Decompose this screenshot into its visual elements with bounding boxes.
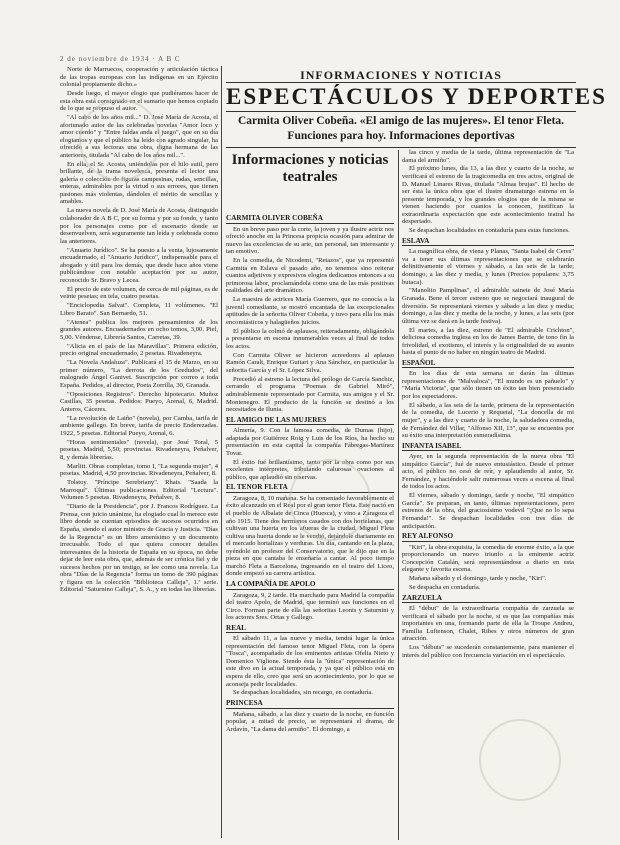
section-paragraph: Zaragoza, 9, 2 tarde. Ha marchado para Madrid la compañía del teatro Apolo, de Madrid, que terminó sus funciones en el Circo. Forman parte de ella las señoritas Leonis y Saturnini y los actores Sres. Ortas y Gallego. — [226, 591, 394, 622]
section-paragraph: Se despachan localidades, sin recargo, en contaduría. — [233, 689, 373, 697]
col1-paragraph: Norte de Marruecos, cooperación y articulación táctica de las tropas europeas con las indígenas en un Ejército colonial propiamente dicho.» — [60, 66, 218, 89]
section-paragraph: las cinco y media de la tarde, última representación de "La dama del armiño". — [402, 149, 574, 164]
section-paragraph: Se despachan localidades en contaduría para estas funciones. — [409, 227, 570, 235]
section-paragraph: El "début" de la extraordinaria compañía de zarzuela se verificará el sábado por la noche, si es que las compañías más importantes en una, formando parte de ella la Troupe Andreu, Familia Luftenson, Chalet, Ribes y otros números de gran atracción. — [402, 605, 574, 643]
col1-paragraph: "Atenea" publica los mejores pensamientos de los grandes autores. Encuadernados en ocho tomos, 3,00. Piel, 5,00. Véndense, Librería Santos, Carretas, 39. — [60, 318, 218, 341]
watermark-circle-1 — [80, 100, 160, 180]
col1-paragraph: "Diario de la Presidencia", por J. Francos Rodríguez. La Prensa, con juicio unánime, ha elogiado cual lo merece este libro donde se cuentan episodios de sucesos ocurridos en España, siendo el autor ministro de Gracia y Justicia. "Días de la Regencia" es un libro amenísimo y un documento irrecusable. Todo el que quiera conocer detalles interesantes de la historia de España en su época, no debe dejar de leer esta obra, que, además de ser crónica fiel y de sucesos hechos por un testigo, se lee como una novela. La obra "Días de la Regencia" forma un tomo de 390 páginas y figura en la colección "Biblioteca Calleja", 1.ª serie. Editorial "Saturnino Calleja", S. A., y en todas las librerías. — [60, 503, 218, 594]
section-paragraph: En la comedia, de Nicodemi, "Retazos", que ya representó Carmita en Eslava el pasado año, no tenemos sino reiterar cuantos adjetivos y expresivos elogios dedicamos entonces a su primorosa labor, proclamándola como una de las más positivas realidades del arte dramático. — [226, 257, 394, 295]
col1-paragraph: En ella, el Sr. Acosta, uniéndolas por el hilo sutil, pero brillante, de la trama novelesca, presenta el lector una galería o colección de figuras campesinas, rudas, sencillas, enteras, admirables por la virtud o sus errores, que tienen pasiones más violentas, dándoles el mérito de sencillas y amables. — [60, 160, 218, 206]
col1-paragraph: "La Novela Andaluza". Publicará el 15 de Marzo, en su primer número, "La derrota de los Gredudos", del malogrado Ángel Ganivet. Suscripción por correo a toda España. Pedidos, al director, Poeta Zorrilla, 30, Granada. — [60, 359, 218, 389]
col1-paragraph: "Alicia en el país de las Maravillas". Primera edición, precio original encuadernado, 2 pesetas. Rivadeneyra. — [60, 342, 218, 358]
section-heading: LA COMPAÑÍA DE APOLO — [226, 581, 394, 590]
section-heading: EL AMIGO DE LAS MUJERES — [226, 417, 394, 426]
col1-paragraph: "Oposiciones Registros". Derecho hipotecario. Muñoz Casillas, 35 pesetas. Pedidos: Pueyo, Arenal, 6, Madrid. Anteros, Cáceres. — [60, 390, 218, 413]
section-heading: ESPAÑOL — [402, 360, 574, 369]
col1-paragraph: Tolstoy. "Príncipe Serebriany". Rhais. "Saada la Marroquí". Últimas publicaciones. Editorial "Lectura". Volumen 5 pesetas. Rivadeneyra, Peñalver, 8. — [60, 479, 218, 502]
section-heading: CARMITA OLIVER COBEÑA — [226, 215, 394, 224]
section-heading: INFANTA ISABEL — [402, 443, 574, 452]
section-paragraph: Se despacha en contaduría. — [409, 584, 481, 592]
col1-paragraph: "La revolución de Laiño" (novela), por Camba, tarifa de ambiente gallego. En breve, tarifa de precio Enderezadas. 1922, 5 pesetas. Editorial Pueyo, Arenal, 6. — [60, 414, 218, 437]
section-paragraph: El próximo lunes, día 13, a las diez y cuarto de la noche, se verificará el estreno de la tragicomedia en tres actos, original de D. Manuel Linares Rivas, titulada "Almas brujas". El hecho de ser ésta la única obra que el ilustre dramaturgo estrena en la presente temporada, y los grandes elogios que de la misma se vienen haciendo por cuantos la conocen, justifican la extraordinaria expectación que este acontecimiento teatral ha despertado. — [402, 165, 574, 226]
banner-headline: ESPECTÁCULOS Y DEPORTES — [226, 84, 607, 109]
col1-paragraph: La nueva novela de D. José María de Acosta, distinguido colaborador de A B C, por su forma y por su fondo, y tanto por los personajes como por el escenario donde se desenvuelven, será seguramente tan leída y celebrada como las anteriores. — [60, 207, 218, 245]
watermark-circle-3 — [480, 720, 560, 800]
section-paragraph: Con Carmita Oliver se hicieron acreedores al aplauso Ramón Caralt, Enrique Guitart y Ana Sánchez, en particular la señorita García y el Sr. López Silva. — [226, 351, 394, 374]
section-paragraph: El martes, a las diez, estreno de "El admirable Crichton", deliciosa comedia inglesa en los de James Barrie, de tono fin la frivolidad, el exotismo, el interés y la originalidad de su asunto hasta el punto de no haber en ningún teatro de Madrid. — [402, 326, 574, 357]
section-paragraph: Los "débuts" se sucederán constantemente, para mantener el interés del público con frecuencia variación en el espectáculo. — [402, 644, 574, 659]
section-paragraph: El viernes, sábado y domingo, tarde y noche, "El simpático García". Se preparan, en tanto, últimas representaciones, pero estrenos de la obra, del graciosísimo vodevil "¡Que no lo sepa Fernanda!". Se despachan localidades con tres días de anticipación. — [402, 492, 574, 530]
col1-paragraph: Desde luego, el mayor elogio que pudiéramos hacer de esta obra está consignado en el sumario que hemos copiado de lo que se propuso el autor. — [60, 90, 218, 113]
running-head: 2 de noviembre de 1934 · A B C — [60, 55, 181, 63]
section-heading: ZARZUELA — [402, 595, 574, 604]
deck-subheadline: Carmita Oliver Cobeña. «El amigo de las mujeres». El tenor Fleta. Funciones para hoy. Informaciones deportivas — [237, 115, 565, 142]
section-heading: ESLAVA — [402, 238, 574, 247]
section-paragraph: El sábado, a las seis de la tarde, primera de la representación de la comedia, de Lucerio y Requetal, "La doncella de mi mujer", y a las diez y cuarto de la noche, la saludadora comedia, de Fernández del Villar, "Alfonso XII, 13", que se encuentra por su éxito una interpretación esmeradísima. — [402, 401, 574, 440]
col1-paragraph: "Horas sentimentales" (novela), por José Toral, 5 pesetas. Madrid, 5,50; provincias. Rivadeneyra, Peñalver, 8, y demás librerías. — [60, 438, 218, 461]
section-paragraph: El sábado 11, a las nueve y media, tendrá lugar la única representación del famoso tenor Miguel Fleta, con la ópera "Tosca", acompañado de los eminentes artistas Ofelia Nieto y Domenico Viglione. Siendo ésta la "única" representación de este divo en la actual temporada, y ya que el público está en espera de ello, creo que será un acontecimiento, por lo que se aconseja pedir localidades. — [226, 635, 394, 688]
section-heading: REAL — [226, 625, 394, 634]
col1-paragraph: Marlitt. Obras completas, tomo I, "La segunda mujer", 4 pesetas. Madrid, 4,50 provincias. Rivadeneyra, Peñalver, 8. — [60, 462, 218, 478]
section-paragraph: "Manolito Pamplinas", el admirable sainete de José María Granada. Bene el tercer estreno que se negociará inaugural de diversión. Se representará viernes y sábado a las diez y media; domingo, a las diez y media de la noche, y lunes, a las seis (por última vez se dará en la tarde festiva). — [402, 287, 574, 325]
col1-paragraph: "Enciclopedia Salvat". Completa, 11 volúmenes. "El Libro Barato". San Bernardo, 51. — [60, 302, 218, 317]
section-heading: EL TENOR FLETA — [226, 484, 394, 493]
section-paragraph: En un breve paso por la corte, la joven y ya ilustre actriz nos ofreció anoche en la Princesa propicia ocasión para admirar de nuevo las excelencias de su arte, tan personal, tan interesante y tan emotivo. — [226, 225, 394, 256]
section-title: INFORMACIONES Y NOTICIAS — [300, 68, 502, 82]
section-paragraph: La maestra de actrices María Guerrero, que no conocía a la juvenil comediante, se mostró encantada de las excepcionales aptitudes de la señorita Oliver Cobeña, y tuvo para ella los más encomiásticos y halagüeños juicios. — [226, 296, 394, 326]
section-paragraph: Zaragoza, 8, 10 mañana. Se ha comentado favorablemente el éxito alcanzado en el Real por el gran tenor Fleta. Este nació en el pueblo de Albalate de Cinca (Huesca), y vino a Zaragoza el año 1915. Tiene dos hermanos casados con dos hortelanas, que cultivan una huerta en los afueras de la ciudad. Miguel Fleta cultiva una huerta donde se le vendió, dejándole diariamente en el mercado hortalizas y verduras. Un día, cantando en la plaza, oyéndole un profesor del Conservatorio, que le dijo que en la pieza en que cantaba le enseñaría a cantar. Al poco tiempo marchó Fleta a Barcelona, ingresando en el teatro del Liceo, donde empezó su carrera artística. — [226, 494, 394, 578]
section-paragraph: La magnífica obra, de viena y Planas, "Santa Isabel de Ceres" va a tener sus últimas representaciones que se celebrarán definitivamente el viernes y sábado, a las seis de la tarde; domingo, a las diez y media, y lunes (Precios populares: 3,75 butaca). — [402, 248, 574, 286]
section-paragraph: Mañana, sábado, a las diez y cuarto de la noche, en función popular, a mitad de precio, se representará el drama, de Ardavín, "La dama del armiño". El domingo, a — [226, 710, 394, 733]
section-paragraph: Almería, 9. Con la famosa comedia, de Dumas (hijo), adaptada por Gutiérrez Roig y Luis de los Ríos, ha hecho su presentación en esta capital la compañía Fábregas-Martínez Tovar. — [226, 427, 394, 457]
col1-paragraph: "Anuario Jurídico". Se ha puesto a la venta, lujosamente encuadernado, el "Anuario Jurídico", indispensable para el abogado y útil para los demás, que desde hace años viene publicándose con notable aceptación por su autor, reconocido Sr. Bravo y Lecea. — [60, 246, 218, 284]
section-paragraph: Precedió al estreno la lectura del prólogo de García Sanchiz, cerrando el programa "Poemas de Gabriel Miró", admirablemente representado por Carmita, sus amigos y el Sr. Montenegro. El producto de la función se destinó a los necesitados de Ilunia. — [226, 375, 394, 414]
section-paragraph: El público la colmó de aplausos, reiteradamente, obligándola a presentarse en escena innumerables veces al final de todos los actos. — [226, 327, 394, 350]
section-paragraph: "Kiri", la obra exquisita, la comedia de enorme éxito, a la que proporcionando un nuevo triunfo a la eminente actriz Concepción Catalán, será representándose a diario en esta elegante y favorita escena. — [402, 543, 574, 574]
teatrales-title: Informaciones y noticias teatrales — [231, 152, 389, 185]
section-paragraph: En los días de esta semana se darán las últimas representaciones de "Malvaloca", "El mundo es un pañuelo" y "María Victoria", que sólo tienen un éxito tan bien presenciado por los espectadores. — [402, 370, 574, 400]
col1-paragraph: "Al cabo de los años mil..." D. José María de Acosta, el afortunado autor de las celebradas novelas "Amor loco y amor cuerdo" y "Entre faldas anda el juego", que en su día elogiamos y que el público ha leído con agrado singular, ha ofrecido a sus lectoras una obra, digna hermana de las anteriores, titulada "Al cabo de los años mil...". — [60, 114, 218, 159]
col1-paragraph: El precio de este volumen, de cerca de mil páginas, es de veinte pesetas; en tela, cuatro pesetas. — [60, 285, 218, 301]
watermark-circle-2 — [290, 460, 370, 540]
section-paragraph: Mañana sábado y el domingo, tarde y noche, "Kiri". — [409, 575, 547, 583]
section-paragraph: Ayer, en la segunda representación de la nueva obra "El simpático García", fué de nuevo entusiástico. Desde el primer acto, el público no cesó de reír, y aplaudiendo al autor, Sr. Fernández, y haciéndole salir numerosas veces a escena al final de todos los actos. — [402, 453, 574, 491]
section-heading: REY ALFONSO — [402, 533, 574, 542]
section-heading: PRINCESA — [226, 700, 394, 709]
section-paragraph: El éxito fué brillantísimo, tanto por la obra como por sus excelentes intérpretes, tributando calurosas ovaciones al público, que aplaudió sin reservas. — [226, 458, 394, 481]
